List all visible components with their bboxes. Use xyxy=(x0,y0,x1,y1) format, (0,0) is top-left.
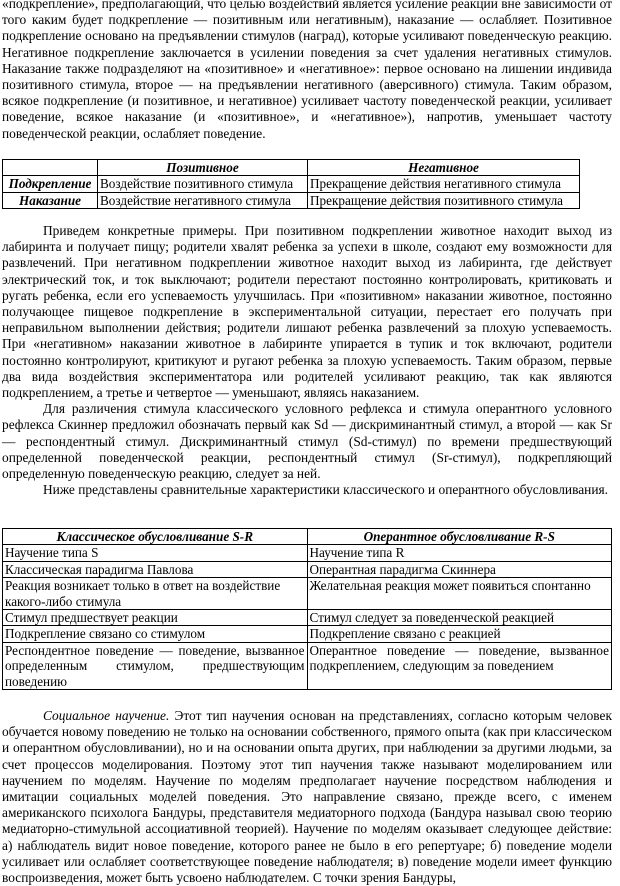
intro-paragraph: «подкрепление», предполагающий, что целью воздействий является усиление реакции вне зависимости от того каким будет подкрепление — позитивным или негативным), наказание — ослабляет. Позитивное подкрепление основано на предъявлении стимулов (наград), которые усиливают поведенческую реакцию. Негативное подкрепление заключается в усилении поведения за счет удаления негативных стимулов. Наказание также подразделяют на «позитивное» и «негативное»: первое основано на лишении индивида позитивного стимула, второе — на предъявлении негативного (аверсивного) стимула. Таким образом, всякое подкрепление (и позитивное, и негативное) усиливает частоту поведенческой реакции, усиливает поведение, всякое наказание (и «позитивное», и «негативное»), напротив, уменьшает частоту поведенческой реакции, ослабляет поведение. xyxy=(2,0,613,141)
comparison-intro: Ниже представлены сравнительные характеристики классического и оперантного обусловливания. xyxy=(43,482,609,498)
table-row xyxy=(3,545,612,561)
table-cell: Желательная реакция может появиться спонтанно xyxy=(307,578,612,610)
table-cell: Классическая парадигма Павлова xyxy=(3,561,308,577)
table-header-row xyxy=(3,529,612,545)
table-header-cell: Позитивное xyxy=(98,160,308,176)
conditioning-comparison-table xyxy=(2,528,612,690)
table-cell: Оперантное поведение — поведение, вызванное подкреплением, следующим за поведением xyxy=(307,642,612,689)
social-learning-title: Социальное научение. xyxy=(43,708,170,723)
table-header-cell: Негативное xyxy=(308,160,580,176)
examples-section xyxy=(2,223,612,498)
table-cell: Респондентное поведение — поведение, вызванное определенным стимулом, предшествующим поведению xyxy=(3,642,308,689)
table-row xyxy=(3,561,612,577)
table-row xyxy=(3,578,612,610)
table-header-cell: Классическое обусловливание S-R xyxy=(3,529,308,545)
table-cell: Воздействие позитивного стимула xyxy=(98,176,308,192)
table-cell: Стимул предшествует реакции xyxy=(3,610,308,626)
row-label: Наказание xyxy=(3,192,98,208)
table-cell: Подкрепление связано с реакцией xyxy=(307,626,612,642)
table-cell: Реакция возникает только в ответ на воздействие какого-либо стимула xyxy=(3,578,308,610)
row-label: Подкрепление xyxy=(3,176,98,192)
table-cell: Прекращение действия негативного стимула xyxy=(308,176,580,192)
social-learning-paragraph xyxy=(2,708,612,886)
table-cell: Подкрепление связано со стимулом xyxy=(3,626,308,642)
table-cell: Стимул следует за поведенческой реакцией xyxy=(307,610,612,626)
reinforcement-table xyxy=(2,159,580,209)
social-learning-section xyxy=(2,708,612,886)
table-cell: Научение типа S xyxy=(3,545,308,561)
table-row xyxy=(3,192,580,208)
table-row xyxy=(3,176,580,192)
table-header-row xyxy=(3,160,580,176)
table-cell: Прекращение действия позитивного стимула xyxy=(308,192,580,208)
social-learning-text: Этот тип научения основан на представлениях, согласно которым человек обучается новому поведению не только на основании собственного, прямого опыта (как при классическом и оперантном обусловливании), но и на основании опыта других, при наблюдении за другими людьми, за счет процессов моделирования. Поэтому этот тип научения также называют моделированием или научением по моделям. Научение по моделям предполагает научение посредством наблюдения и имитации социальных моделей поведения. Это направление связано, прежде всего, с именем американского психолога Бандуры, представителя медиаторного подхода (Бандура называл свою теорию медиаторно-стимульной ассоциативной теорией). Научение по моделям оказывает следующее действие: а) наблюдатель видит новое поведение, которого ранее не было в его репертуаре; б) поведение модели усиливает или ослабляет соответствующее поведение наблюдателя; в) поведение модели имеет функцию воспроизведения, может быть усвоено наблюдателем. С точки зрения Бандуры, xyxy=(2,708,612,886)
table-cell: Научение типа R xyxy=(307,545,612,561)
table-cell: Воздействие негативного стимула xyxy=(98,192,308,208)
table-row xyxy=(3,642,612,689)
examples-paragraph: Приведем конкретные примеры. При позитивном подкреплении животное находит выход из лабиринта и получает пищу; родители хвалят ребенка за успехи в школе, создают ему возможности для развлечений. При негативном подкреплении животное находит выход из лабиринта, где действует электрический ток, и ток выключают; родители перестают постоянно контролировать, критиковать и ругать ребенка, если его успеваемость улучшилась. При «позитивном» наказании животное, постоянно получающее пищевое подкрепление в экспериментальной ситуации, перестает его получать при неправильном выполнении действия; родители лишают ребенка развлечений за плохую успеваемость. При «негативном» наказании животное в лабиринте упирается в тупик и ток включают, родители постоянно контролируют, критикуют и ругают ребенка за плохую успеваемость. Таким образом, первые два вида воздействия экспериментатора или родителей усиливают реакцию, так как являются подкреплением, а третье и четвертое — уменьшают, являясь наказанием. xyxy=(2,223,612,401)
skinner-paragraph: Для различения стимула классического условного рефлекса и стимула оперантного условного рефлекса Скиннер предложил обозначать первый как Sd — дискриминантный стимул, а второй — как Sr — респондентный стимул. Дискриминантный стимул (Sd-стимул) по времени предшествующий определенной поведенческой реакции, респондентный стимул (Sr-стимул), подкрепляющий определенную поведенческую реакцию, следует за ней. xyxy=(2,401,612,482)
table-header-cell: Оперантное обусловливание R-S xyxy=(307,529,612,545)
table-row xyxy=(3,626,612,642)
table-row xyxy=(3,610,612,626)
table-header-cell xyxy=(3,160,98,176)
table-cell: Оперантная парадигма Скиннера xyxy=(307,561,612,577)
